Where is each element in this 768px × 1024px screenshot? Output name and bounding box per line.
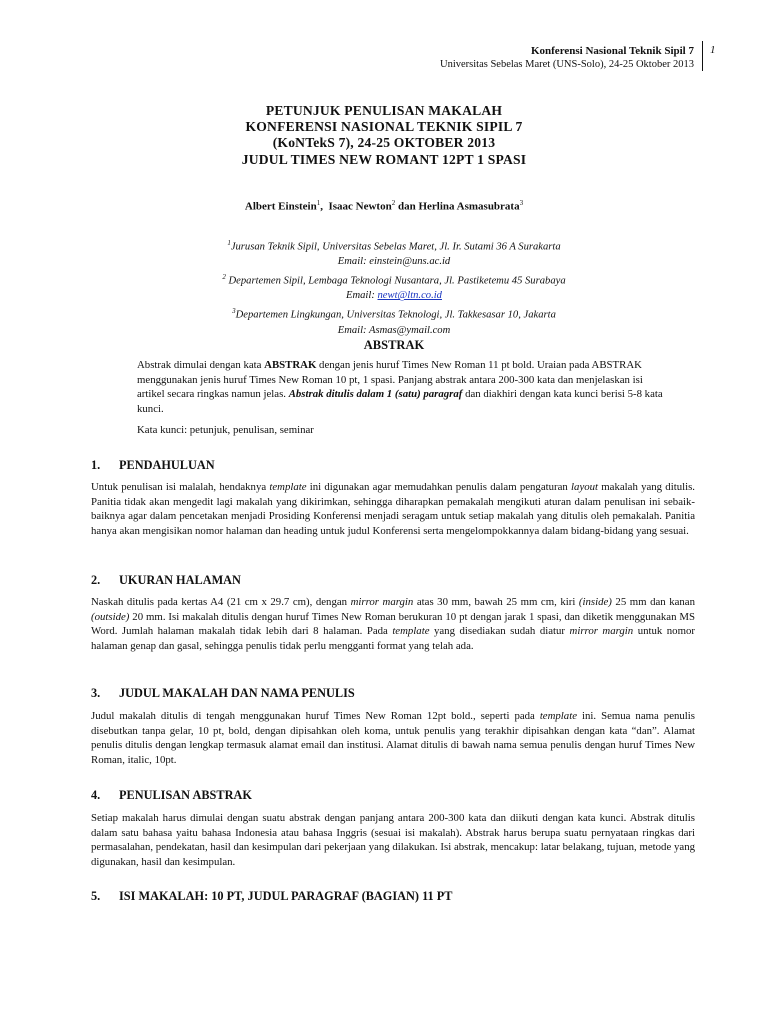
affiliation-1 — [0, 236, 768, 255]
text-run: atas 30 mm, bawah 25 mm cm, kiri — [413, 596, 579, 608]
affiliations — [0, 236, 768, 338]
affiliation-3 — [0, 304, 768, 323]
text-run: 25 mm dan kanan — [611, 596, 695, 608]
italic-run: layout — [571, 481, 599, 493]
header-divider — [702, 41, 703, 71]
title-line-4: JUDUL TIMES NEW ROMANT 12PT 1 SPASI — [241, 151, 527, 167]
text-run: Untuk penulisan isi malalah, hendaknya — [91, 481, 270, 493]
paper-title — [0, 103, 768, 168]
title-line-2: KONFERENSI NASIONAL TEKNIK SIPIL 7 — [245, 119, 523, 135]
section-4-paragraph: Setiap makalah harus dimulai dengan suatu abstrak dengan panjang antara 200-300 kata dan diikuti dengan kata kunci. Abstrak ditulis dalam satu bahasa yaitu bahasa Indonesia atau bahasa Inggris (sesuai isi makalah). Abstrak harus berupa suatu pernyataan ringkas dari permasalahan, pendekatan, hasil dan kesimpulan dari pekerjaan yang dilakukan. Isi abstrak, mencakup: latar belakang, tujuan, metode yang digunakan, hasil dan kesimpulan. — [91, 812, 695, 868]
author-1-sup: 1 — [316, 199, 321, 207]
section-2-heading — [91, 573, 241, 588]
author-separator: dan — [395, 200, 419, 213]
text-run: untuk nomor halaman genap dan gasal, sehingga penulis tidak perlu mengganti format yang telah ada. — [91, 625, 695, 652]
italic-run: mirror margin — [569, 625, 634, 638]
section-1-heading — [91, 458, 215, 473]
section-number: 3. — [91, 686, 101, 700]
italic-run: template — [269, 481, 307, 493]
text-run: yang disediakan sudah diatur — [429, 625, 570, 638]
affiliation-1-email: Email: einstein@uns.ac.id — [337, 256, 451, 268]
header-university: Universitas Sebelas Maret (UNS-Solo), 24-25 Oktober 2013 — [440, 59, 694, 70]
affiliation-3-sup: 3 — [232, 307, 236, 316]
text-run: 20 mm. Isi makalah ditulis dengan huruf Times New Roman berukuran 10 pt dengan jarak 1 spasi, dan diketik menggunakan MS Word. Jumlah halaman makalah tidak lebih dari 8 halaman. Pada — [91, 610, 695, 638]
text-run: Judul makalah ditulis di tengah menggunakan huruf Times New Roman 12pt bold., seperti pada — [91, 710, 540, 722]
email-label: Email: — [346, 290, 378, 302]
affiliation-1-text: Jurusan Teknik Sipil, Universitas Sebelas Maret, Jl. Ir. Sutami 36 A Surakarta — [230, 241, 561, 253]
section-number: 1. — [91, 458, 101, 472]
abstract-text: dengan jenis huruf Times New Roman 11 pt bold. Uraian pada ABSTRAK menggunakan jenis huruf Times New Roman 10 pt, 1 spasi. Panjang abstrak antara 200-300 kata dan menjelaskan isi artikel secara ringkas namun jelas. — [137, 359, 643, 401]
abstract-emphasis: Abstrak ditulis dalam 1 (satu) paragraf — [288, 388, 463, 401]
header-conference: Konferensi Nasional Teknik Sipil 7 — [530, 45, 694, 57]
affiliation-2-email — [0, 289, 768, 304]
section-5-heading — [91, 889, 453, 904]
abstract-text: Abstrak dimulai dengan kata — [137, 359, 265, 371]
author-2: Isaac Newton — [328, 200, 392, 213]
author-separator: , — [320, 200, 329, 213]
running-header — [440, 44, 694, 72]
affiliation-2-sup: 2 — [222, 273, 226, 282]
italic-run: (outside) — [91, 610, 130, 623]
email-link[interactable]: newt@ltn.co.id — [377, 290, 442, 302]
section-3-paragraph — [91, 709, 695, 767]
section-title: PENULISAN ABSTRAK — [119, 788, 252, 802]
text-run: ini. Semua nama penulis disebutkan tanpa gelar, 10 pt, bold, dengan dipisahkan oleh koma, untuk penulis yang terakhir dipisahkan dengan kata “dan”. Alamat penulis ditulis dengan lengkap termasuk alamat email dan institusi. Alamat ditulis di bawah nama semua penulis dengan huruf Times New Roman, italic, 10pt. — [91, 710, 695, 766]
author-1: Albert Einstein — [244, 200, 317, 213]
affiliation-3-text: Departemen Lingkungan, Universitas Teknologi, Jl. Takkesasar 10, Jakarta — [235, 309, 556, 321]
section-4-heading — [91, 788, 252, 803]
title-line-3: (KoNTekS 7), 24-25 OKTOBER 2013 — [272, 135, 496, 151]
section-title: PENDAHULUAN — [119, 458, 215, 472]
section-2-paragraph — [91, 595, 695, 653]
italic-run: (inside) — [578, 596, 612, 608]
italic-run: template — [539, 710, 577, 722]
author-3-sup: 3 — [519, 199, 524, 207]
abstract-body — [137, 358, 667, 416]
section-number: 5. — [91, 889, 101, 903]
title-line-1: PETUNJUK PENULISAN MAKALAH — [265, 103, 503, 118]
author-3: Herlina Asmasubrata — [418, 200, 520, 213]
affiliation-1-sup: 1 — [227, 239, 231, 247]
affiliation-3-email: Email: Asmas@ymail.com — [337, 324, 451, 336]
keywords: Kata kunci: petunjuk, penulisan, seminar — [137, 424, 314, 436]
text-run: Naskah ditulis pada kertas A4 (21 cm x 29.7 cm), dengan — [91, 596, 351, 608]
section-3-heading — [91, 686, 355, 701]
section-title: JUDUL MAKALAH DAN NAMA PENULIS — [119, 686, 355, 700]
author-2-sup: 2 — [391, 199, 396, 207]
text-run: makalah yang ditulis. Panitia tidak akan mengedit lagi makalah yang dikirimkan, sehingga diharapkan pemakalah mengikuti aturan dalam penulisan ini sebaik-baiknya agar dalam pencetakan menjadi Prosiding Konferensi menjadi seragam untuk setiap makalah yang ditulis oleh pemakalah. Panitia hanya akan mengisikan nomor halaman dan heading untuk judul Konferensi serta mengelompokkannya dalam bidang-bidang yang sesuai. — [91, 481, 695, 537]
section-title: UKURAN HALAMAN — [119, 573, 241, 587]
section-number: 4. — [91, 788, 101, 802]
italic-run: mirror margin — [350, 596, 414, 608]
section-1-paragraph — [91, 480, 695, 538]
abstract-keyword: ABSTRAK — [264, 359, 317, 371]
section-title: ISI MAKALAH: 10 PT, JUDUL PARAGRAF (BAGIAN) 11 PT — [119, 889, 453, 903]
affiliation-2-text: Departemen Sipil, Lembaga Teknologi Nusantara, Jl. Pastiketemu 45 Surabaya — [225, 275, 566, 287]
page-number: 1 — [710, 44, 716, 56]
section-number: 2. — [91, 573, 101, 587]
abstract-text: dan diakhiri dengan kata kunci berisi 5-8 kata kunci. — [137, 388, 663, 415]
author-list — [0, 199, 768, 213]
abstract-heading: ABSTRAK — [363, 338, 425, 352]
affiliation-2 — [0, 270, 768, 289]
italic-run: template — [392, 625, 430, 638]
text-run: ini digunakan agar memudahkan penulis dalam pengaturan — [306, 481, 572, 493]
